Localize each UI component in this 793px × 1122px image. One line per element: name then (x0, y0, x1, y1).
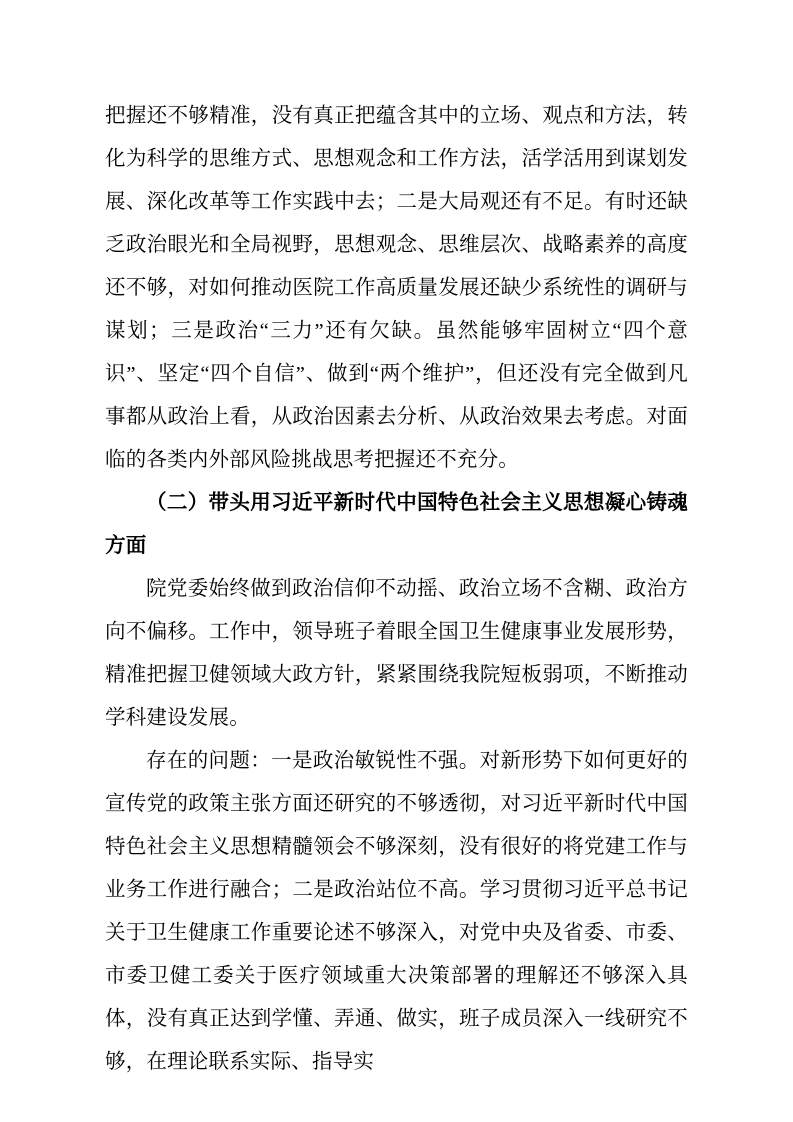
body-paragraph-achievements: 院党委始终做到政治信仰不动摇、政治立场不含糊、政治方向不偏移。工作中，领导班子着眼全国卫生健康事业发展形势，精准把握卫健领域大政方针，紧紧围绕我院短板弱项，不断推动学科建设发展。 (105, 578, 688, 729)
section-heading: （二）带头用习近平新时代中国特色社会主义思想凝心铸魂方面 (105, 492, 688, 557)
body-paragraph-problems: 存在的问题：一是政治敏锐性不强。对新形势下如何更好的宣传党的政策主张方面还研究的不够透彻，对习近平新时代中国特色社会主义思想精髓领会不够深刻，没有很好的将党建工作与业务工作进行融合；二是政治站位不高。学习贯彻习近平总书记关于卫生健康工作重要论述不够深入，对党中央及省委、市委、市委卫健工委关于医疗领域重大决策部署的理解还不够深入具体，没有真正达到学懂、弄通、做实，班子成员深入一线研究不够，在理论联系实际、指导实 (105, 750, 688, 1073)
body-paragraph-continued: 把握还不够精准，没有真正把蕴含其中的立场、观点和方法，转化为科学的思维方式、思想观念和工作方法，活学活用到谋划发展、深化改革等工作实践中去；二是大局观还有不足。有时还缺乏政治眼光和全局视野，思想观念、思维层次、战略素养的高度还不够，对如何推动医院工作高质量发展还缺少系统性的调研与谋划；三是政治“三力”还有欠缺。虽然能够牢固树立“四个意识”、坚定“四个自信”、做到“两个维护”，但还没有完全做到凡事都从政治上看，从政治因素去分析、从政治效果去考虑。对面临的各类内外部风险挑战思考把握还不充分。 (105, 105, 688, 471)
document-body (105, 95, 688, 1084)
